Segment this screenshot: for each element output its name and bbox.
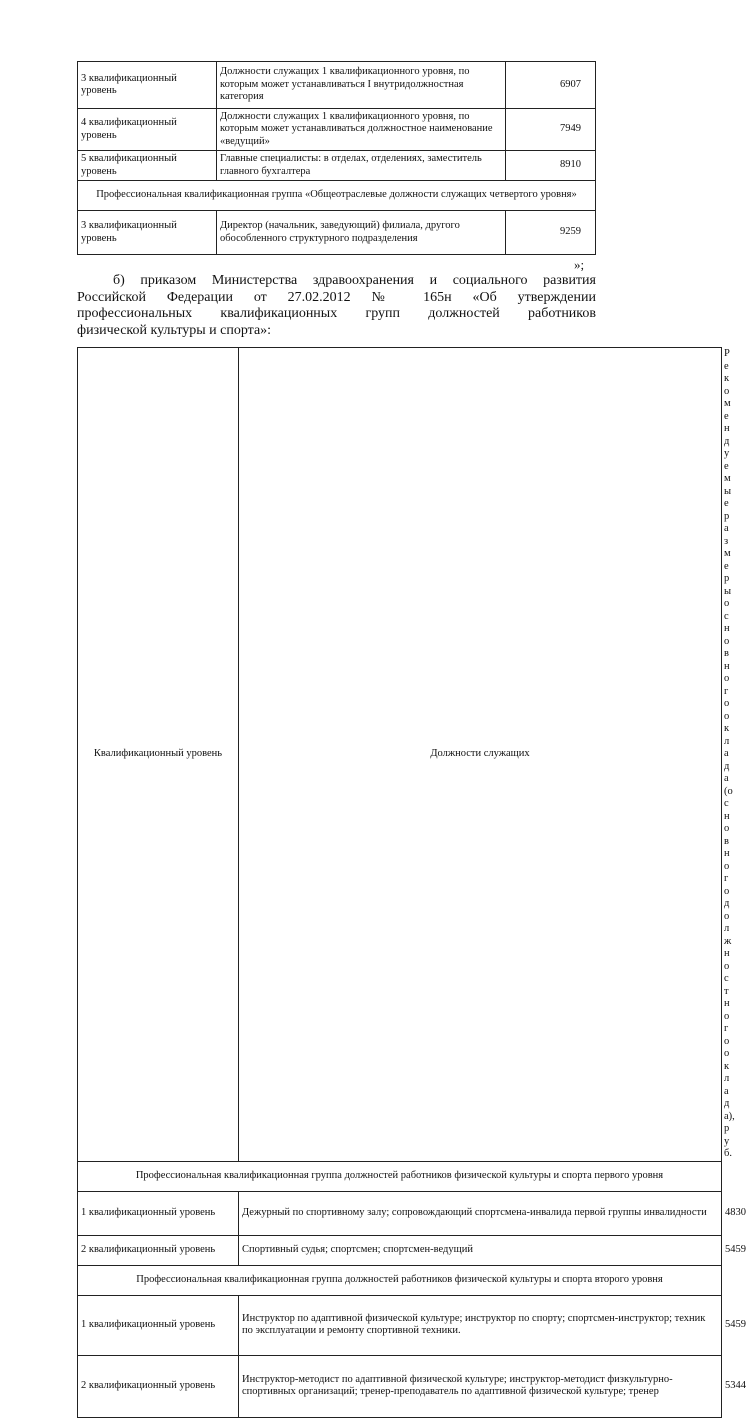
qualification-level-cell: 5 квалификационный уровень	[78, 151, 217, 181]
table-row: 2 квалификационный уровень Спортивный судья; спортсмен; спортсмен-ведущий 5459	[78, 1235, 722, 1265]
header-positions: Должности служащих	[239, 348, 722, 1162]
qualification-level-cell: 1 квалификационный уровень	[78, 1295, 239, 1355]
table-header-row: Квалификационный уровень Должности служащих Рекомендуемые размеры основного оклада (основного должностного оклада), руб.	[78, 348, 722, 1162]
group-title: Профессиональная квалификационная группа «Общеотраслевые должности служащих четвертого уровня»	[78, 181, 596, 211]
salary-cell: 8910	[506, 151, 596, 181]
position-cell: Инструктор-методист по адаптивной физической культуре; инструктор-методист физкультурно-спортивных организаций; тренер-преподаватель по адаптивной физической культуре; тренер	[239, 1355, 722, 1417]
qualification-level-cell: 1 квалификационный уровень	[78, 1191, 239, 1235]
qualification-level-cell: 2 квалификационный уровень	[78, 1355, 239, 1417]
salary-table-sport	[77, 347, 746, 1418]
salary-cell: 9259	[506, 211, 596, 255]
group-title: Профессиональная квалификационная группа должностей работников физической культуры и спорта второго уровня	[78, 1265, 722, 1295]
order-paragraph	[77, 273, 596, 339]
position-cell: Директор (начальник, заведующий) филиала, другого обособленного структурного подразделения	[217, 211, 506, 255]
salary-table-continued	[77, 61, 596, 255]
group-header-row	[78, 1265, 722, 1295]
table-row: 2 квалификационный уровень Инструктор-методист по адаптивной физической культуре; инструктор-методист физкультурно-спортивных организаций; тренер-преподаватель по адаптивной физической культуре; тренер 5344	[78, 1355, 722, 1417]
group-header-row	[78, 1161, 722, 1191]
table-row	[78, 211, 596, 255]
table-row	[78, 62, 596, 109]
qualification-level-cell: 4 квалификационный уровень	[78, 109, 217, 151]
salary-cell: 7949	[506, 109, 596, 151]
header-qualification-level: Квалификационный уровень	[78, 348, 239, 1162]
paragraph-line: Российской Федерации от 27.02.2012 № 165н «Об утверждении	[77, 289, 596, 305]
salary-cell: 6907	[506, 62, 596, 109]
qualification-level-cell: 3 квалификационный уровень	[78, 211, 217, 255]
group-title: Профессиональная квалификационная группа должностей работников физической культуры и спорта первого уровня	[78, 1161, 722, 1191]
position-cell: Должности служащих 1 квалификационного уровня, по которым может устанавливаться I внутридолжностная категория	[217, 62, 506, 109]
position-cell: Главные специалисты: в отделах, отделениях, заместитель главного бухгалтера	[217, 151, 506, 181]
table-row: 1 квалификационный уровень Инструктор по адаптивной физической культуре; инструктор по спорту; спортсмен-инструктор; техник по эксплуатации и ремонту спортивной техники. 5459	[78, 1295, 722, 1355]
paragraph-line: физической культуры и спорта»:	[77, 322, 272, 338]
group-header-row	[78, 181, 596, 211]
position-cell: Спортивный судья; спортсмен; спортсмен-ведущий	[239, 1235, 722, 1265]
position-cell: Должности служащих 1 квалификационного уровня, по которым может устанавливаться должностное наименование «ведущий»	[217, 109, 506, 151]
table-row: 1 квалификационный уровень Дежурный по спортивному залу; сопровождающий спортсмена-инвалида первой группы инвалидности 4830	[78, 1191, 722, 1235]
qualification-level-cell: 3 квалификационный уровень	[78, 62, 217, 109]
table-row	[78, 109, 596, 151]
qualification-level-cell: 2 квалификационный уровень	[78, 1235, 239, 1265]
position-cell: Дежурный по спортивному залу; сопровождающий спортсмена-инвалида первой группы инвалидности	[239, 1191, 722, 1235]
closing-quote: »;	[574, 257, 585, 272]
table-row	[78, 151, 596, 181]
paragraph-line: профессиональных квалификационных групп должностей работников	[77, 306, 596, 322]
position-cell: Инструктор по адаптивной физической культуре; инструктор по спорту; спортсмен-инструктор; техник по эксплуатации и ремонту спортивной техники.	[239, 1295, 722, 1355]
paragraph-line: б) приказом Министерства здравоохранения и социального развития	[113, 273, 596, 288]
